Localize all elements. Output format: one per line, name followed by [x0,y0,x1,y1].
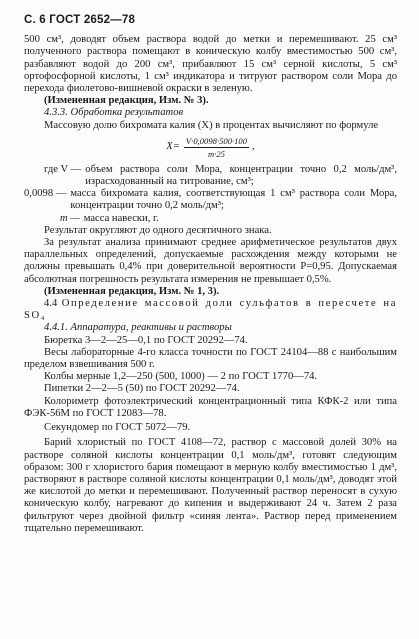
formula-denominator: m·25 [208,148,225,159]
definition-text: масса навески, г. [83,212,159,224]
definition-m [24,213,397,225]
formula-fraction [184,136,249,159]
equipment-item: Секундомер по ГОСТ 5072—79. [44,422,191,434]
definition-term: m — [60,212,80,224]
amendment-note: (Измененная редакция, Изм. № 3). [44,95,209,107]
section-number: 4.4 [44,298,58,310]
section-heading: 4.3.3. Обработка результатов [44,107,184,119]
equipment-item: Колбы мерные 1,2—250 (500, 1000) — 2 по ГОСТ 1770—74. [44,371,318,383]
section-title: Определение массовой доли сульфатов в пересчете на SO₄ [24,298,397,322]
section-heading: 4.4.1. Аппаратура, реактивы и растворы [44,322,232,334]
definition-0098 [24,188,397,212]
formula [24,136,397,159]
equipment-item: Колориметр фотоэлектрический концентрационный типа КФК-2 или типа ФЭК-56М по ГОСТ 12083—78. [24,395,397,419]
definition-term: где V — [44,163,82,175]
definition-term: 0,0098 — [24,188,67,200]
formula-tail: , [252,141,255,153]
formula-numerator: V·0,0098·500·100 [185,135,248,146]
section-heading [24,298,397,322]
definition-text: объем раствора соли Мора, концентрации точно 0,2 моль/дм³, израсходованный на титрование, см³; [85,163,397,188]
equipment-item: Бюретка 3—2—25—0,1 по ГОСТ 20292—74. [44,334,248,346]
amendment-note: (Измененная редакция, Изм. № 1, 3). [44,285,220,297]
equipment-item: Пипетки 2—2—5 (50) по ГОСТ 20292—74. [44,383,240,395]
paragraph: Барий хлористый по ГОСТ 4108—72, раствор с массовой долей 30% на растворе соляной кислоты концентрации 0,1 моль/дм³, готовят следующим образом: 300 г хлористого бария помещают в мерную колбу вместимостью 1 дм³, растворяют в растворе соляной кислоты концентрации 0,1 моль/дм³, доводят этой же кислотой до метки и перемешивают. Полученный раствор переносят в сухую коническую колбу, нагревают до кипения и выдерживают 24 ч. Затем 2 раза фильтруют через двойной фильтр «синяя лента». Раствор перед применением тщательно перемешивают. [24,437,397,534]
paragraph: Результат округляют до одного десятичного знака. [44,224,272,236]
definition-text: масса бихромата калия, соответствующая 1 см³ раствора соли Мора, концентрации точно 0,2 моль/дм³; [70,188,397,212]
page-header: С. 6 ГОСТ 2652—78 [24,14,136,26]
definition-v [24,164,397,188]
paragraph: За результат анализа принимают среднее арифметическое результатов двух параллельных определений, допускаемые расхождения между которыми не должны превышать 0,4% при доверительной вероятности P=0,95. Допускаемая абсолютная погрешность результата измерения не превышает 0,5%. [24,237,397,285]
formula-lhs: X= [166,141,180,153]
equipment-item: Весы лабораторные 4-го класса точности по ГОСТ 24104—88 с наибольшим пределом взвешивания 500 г. [24,346,397,371]
paragraph: 500 см³, доводят объем раствора водой до метки и перемешивают. 25 см³ полученного раствора помещают в коническую колбу вместимостью 500 см³, разбавляют водой до 200 см³, прибавляют 15 см³ серной кислоты, 5 см³ ортофосфорной кислоты, 1 см³ индикатора и титруют раствором соли Мора до перехода фиолетово-вишневой окраски в зеленую. [24,34,397,95]
paragraph: Массовую долю бихромата калия (X) в процентах вычисляют по формуле [44,119,379,131]
